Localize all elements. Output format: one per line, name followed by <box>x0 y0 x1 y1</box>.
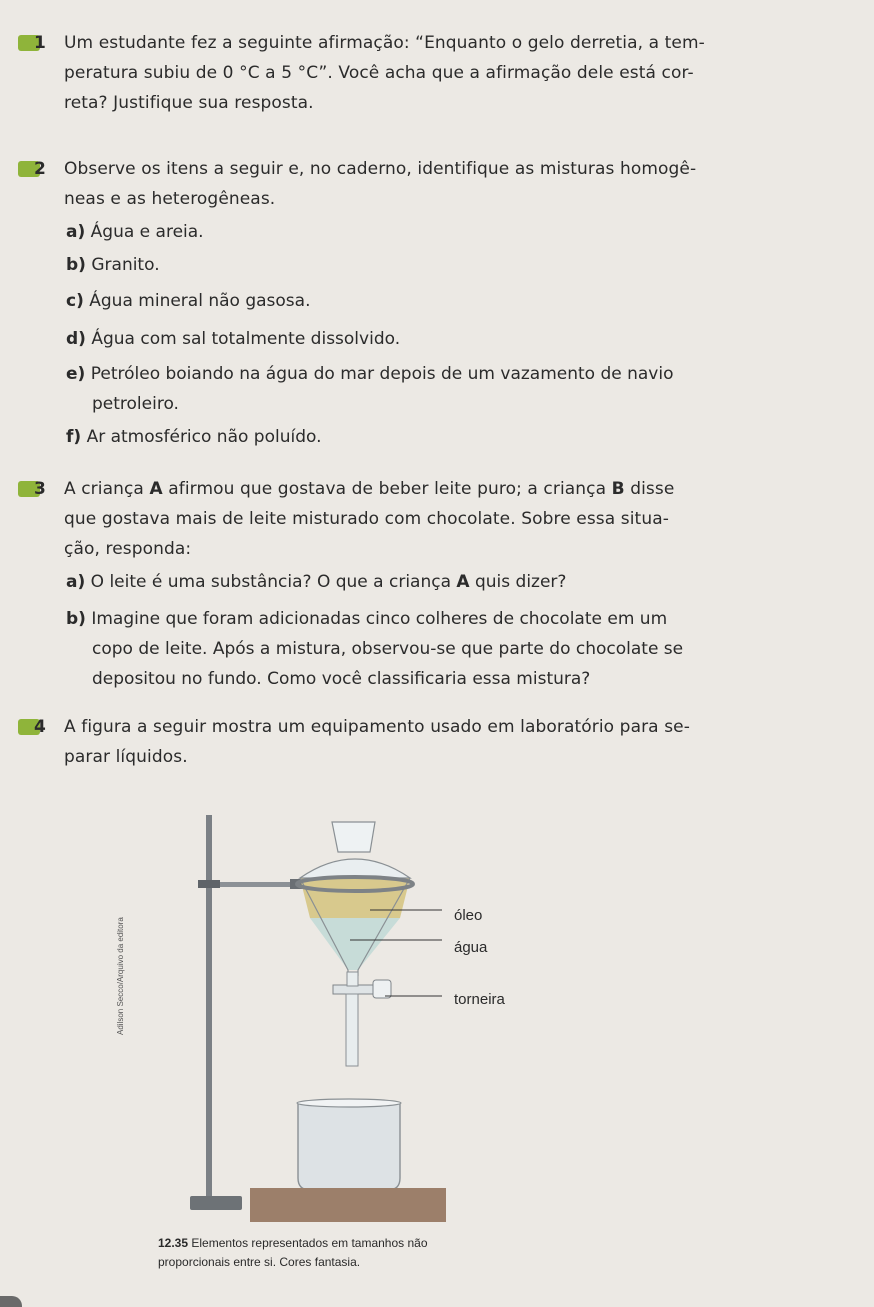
item-letter: b) <box>66 609 86 629</box>
item-text-continued: copo de leite. Após a mistura, observou-se que parte do chocolate se <box>92 639 684 659</box>
text-run: afirmou que gostava de beber leite puro; a criança <box>162 479 612 499</box>
item-letter: b) <box>66 255 86 275</box>
item-letter: e) <box>66 364 86 384</box>
clamp-screw <box>198 880 220 888</box>
item-text: Água e areia. <box>90 222 204 242</box>
question-1-line-1: Um estudante fez a seguinte afirmação: “Enquanto o gelo derretia, a tem- <box>64 33 705 53</box>
item-text: Imagine que foram adicionadas cinco colheres de chocolate em um <box>91 609 668 629</box>
water-label: água <box>454 939 488 956</box>
question-number: 3 <box>34 474 46 504</box>
text-run: A criança <box>64 479 150 499</box>
question-2-line-2: neas e as heterogêneas. <box>64 189 276 209</box>
funnel-neck <box>347 972 358 986</box>
question-2-item-a <box>66 217 854 247</box>
question-2-item-b <box>66 250 854 280</box>
item-letter: d) <box>66 329 86 349</box>
separatory-funnel-figure <box>170 800 570 1230</box>
question-4-line-2: parar líquidos. <box>64 747 188 767</box>
image-credit: Adilson Secco/Arquivo da editora <box>116 917 125 1035</box>
beaker-rim <box>297 1099 401 1107</box>
text-run: disse <box>624 479 675 499</box>
question-3-item-b <box>66 604 854 694</box>
clamp-arm <box>220 882 295 887</box>
bold-letter: A <box>149 479 163 499</box>
beaker <box>298 1102 400 1190</box>
caption-number: 12.35 <box>158 1236 189 1250</box>
question-2-item-f <box>66 422 854 452</box>
question-3-line-2: que gostava mais de leite misturado com chocolate. Sobre essa situa- <box>64 509 669 529</box>
item-text: Água com sal totalmente dissolvido. <box>91 329 401 349</box>
tap-handle <box>373 980 391 998</box>
question-1-line-2: peratura subiu de 0 °C a 5 °C”. Você acha que a afirmação dele está cor- <box>64 63 694 83</box>
stand-base <box>190 1196 242 1210</box>
wooden-base <box>250 1188 446 1222</box>
question-1 <box>34 28 856 118</box>
question-2-line-1: Observe os itens a seguir e, no caderno, identifique as misturas homogê- <box>64 159 697 179</box>
item-letter: a) <box>66 222 86 242</box>
question-4-line-1: A figura a seguir mostra um equipamento usado em laboratório para se- <box>64 717 690 737</box>
question-3 <box>34 474 856 564</box>
item-letter: a) <box>66 572 86 592</box>
oil-layer <box>300 878 410 918</box>
item-text: O leite é uma substância? O que a criança <box>90 572 457 592</box>
page-corner-mark <box>0 1296 22 1307</box>
stand-rod <box>206 815 212 1205</box>
item-text: Água mineral não gasosa. <box>89 291 311 311</box>
question-number: 1 <box>34 28 46 58</box>
question-number: 4 <box>34 712 46 742</box>
figure-caption <box>158 1234 578 1272</box>
tap-label: torneira <box>454 991 505 1008</box>
question-1-line-3: reta? Justifique sua resposta. <box>64 93 314 113</box>
question-2-item-d <box>66 324 854 354</box>
water-layer <box>310 918 400 970</box>
item-letter: c) <box>66 291 84 311</box>
question-4 <box>34 712 856 772</box>
question-number: 2 <box>34 154 46 184</box>
item-text: Ar atmosférico não poluído. <box>86 427 322 447</box>
item-text-continued: depositou no fundo. Como você classificaria essa mistura? <box>92 669 591 689</box>
question-2 <box>34 154 856 214</box>
item-letter: f) <box>66 427 82 447</box>
item-text-continued: petroleiro. <box>92 394 179 414</box>
item-text: Granito. <box>91 255 160 275</box>
oil-label: óleo <box>454 907 483 924</box>
bold-letter: B <box>611 479 625 499</box>
bold-letter: A <box>456 572 470 592</box>
question-3-line-3: ção, responda: <box>64 539 192 559</box>
item-text: Petróleo boiando na água do mar depois de um vazamento de navio <box>90 364 674 384</box>
caption-line-1: Elementos representados em tamanhos não <box>191 1236 428 1250</box>
funnel-stopper <box>332 822 375 852</box>
item-text: quis dizer? <box>469 572 567 592</box>
question-3-line-1 <box>64 474 856 504</box>
caption-line-2: proporcionais entre si. Cores fantasia. <box>158 1255 361 1269</box>
question-2-item-c <box>66 286 854 316</box>
funnel-stem <box>346 994 358 1066</box>
question-3-item-a <box>66 567 854 597</box>
question-2-item-e <box>66 359 854 419</box>
